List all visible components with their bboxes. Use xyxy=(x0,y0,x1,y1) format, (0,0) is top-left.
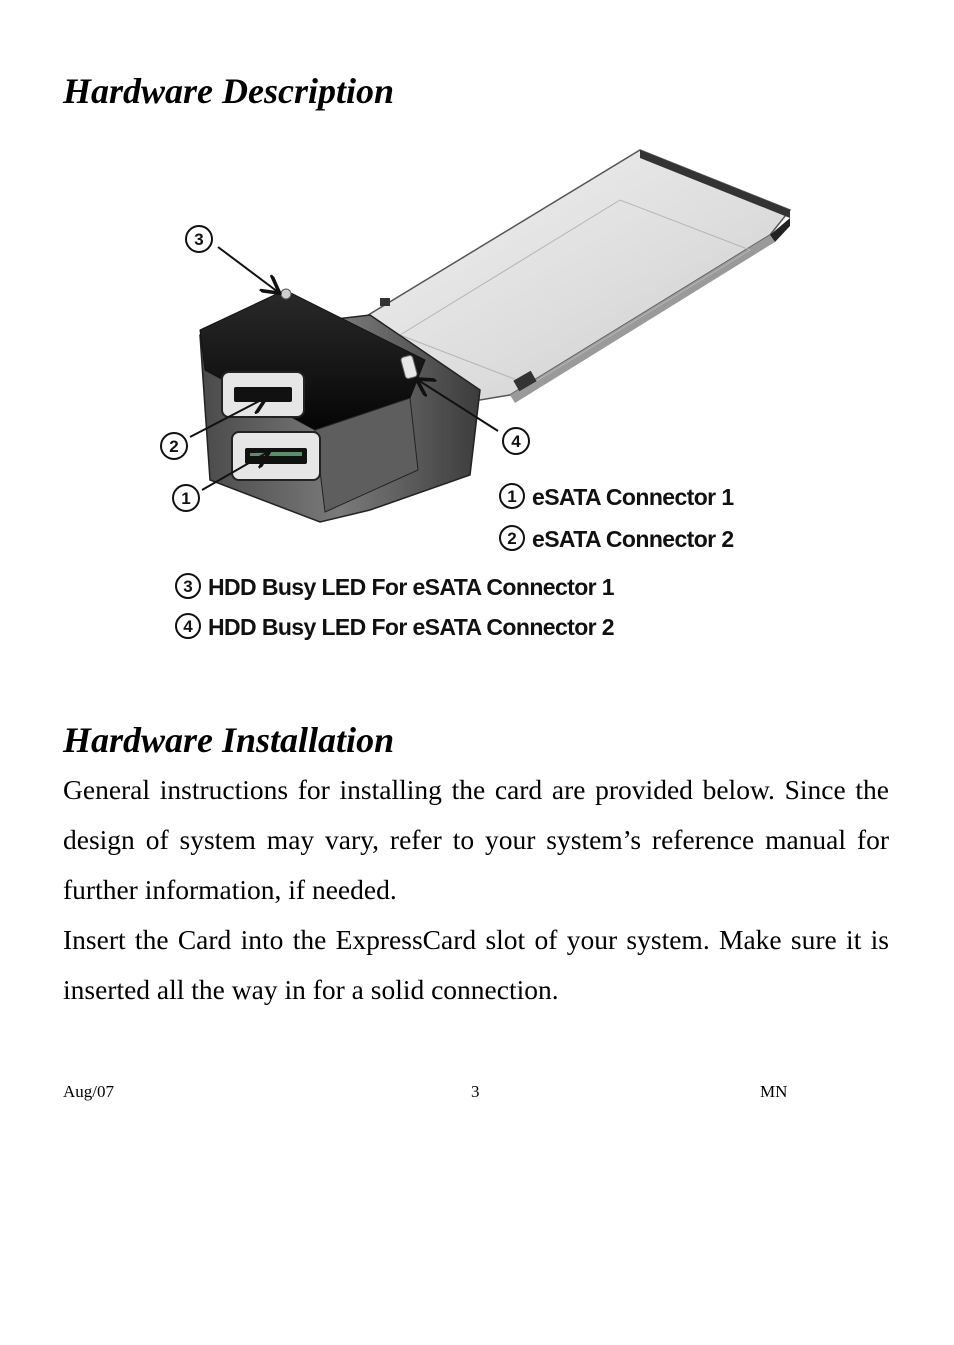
esata-port-1 xyxy=(232,432,320,480)
callout-arrow-3 xyxy=(218,247,278,292)
svg-text:eSATA Connector 1: eSATA Connector 1 xyxy=(532,484,734,510)
callout-2 xyxy=(161,433,187,459)
legend-item-4 xyxy=(176,614,614,640)
footer-date: Aug/07 xyxy=(63,1082,114,1101)
svg-text:4: 4 xyxy=(183,617,193,636)
callout-3 xyxy=(186,226,212,252)
svg-text:HDD Busy LED For eSATA Connect: HDD Busy LED For eSATA Connector 1 xyxy=(208,574,614,600)
legend-item-1 xyxy=(500,484,734,510)
section-heading-hardware-description: Hardware Description xyxy=(63,71,395,111)
svg-text:3: 3 xyxy=(194,230,204,249)
paragraph-insert-card: Insert the Card into the ExpressCard slot of your system. Make sure it is inserted all the way in for a solid connection. xyxy=(63,924,889,1005)
svg-text:HDD Busy LED For eSATA Connect: HDD Busy LED For eSATA Connector 2 xyxy=(208,614,614,640)
svg-text:1: 1 xyxy=(181,489,191,508)
svg-text:4: 4 xyxy=(511,432,521,451)
svg-text:2: 2 xyxy=(507,529,517,548)
expresscard-figure xyxy=(150,140,810,650)
svg-text:1: 1 xyxy=(507,487,517,506)
esata-port-2 xyxy=(222,372,304,417)
paragraph-general-instructions: General instructions for installing the card are provided below. Since the design of system may vary, refer to your system’s reference manual for further information, if needed. xyxy=(63,774,889,905)
legend-item-2 xyxy=(500,526,734,552)
footer-page-number: 3 xyxy=(471,1082,480,1101)
section-heading-hardware-installation: Hardware Installation xyxy=(63,720,395,760)
svg-text:3: 3 xyxy=(183,577,193,596)
legend-item-3 xyxy=(176,574,615,600)
callout-1 xyxy=(173,485,199,511)
svg-text:eSATA Connector 2: eSATA Connector 2 xyxy=(532,526,734,552)
callout-4 xyxy=(503,428,529,454)
svg-text:2: 2 xyxy=(169,437,179,456)
expresscard-illustration xyxy=(150,140,810,650)
footer-code: MN xyxy=(760,1082,788,1101)
